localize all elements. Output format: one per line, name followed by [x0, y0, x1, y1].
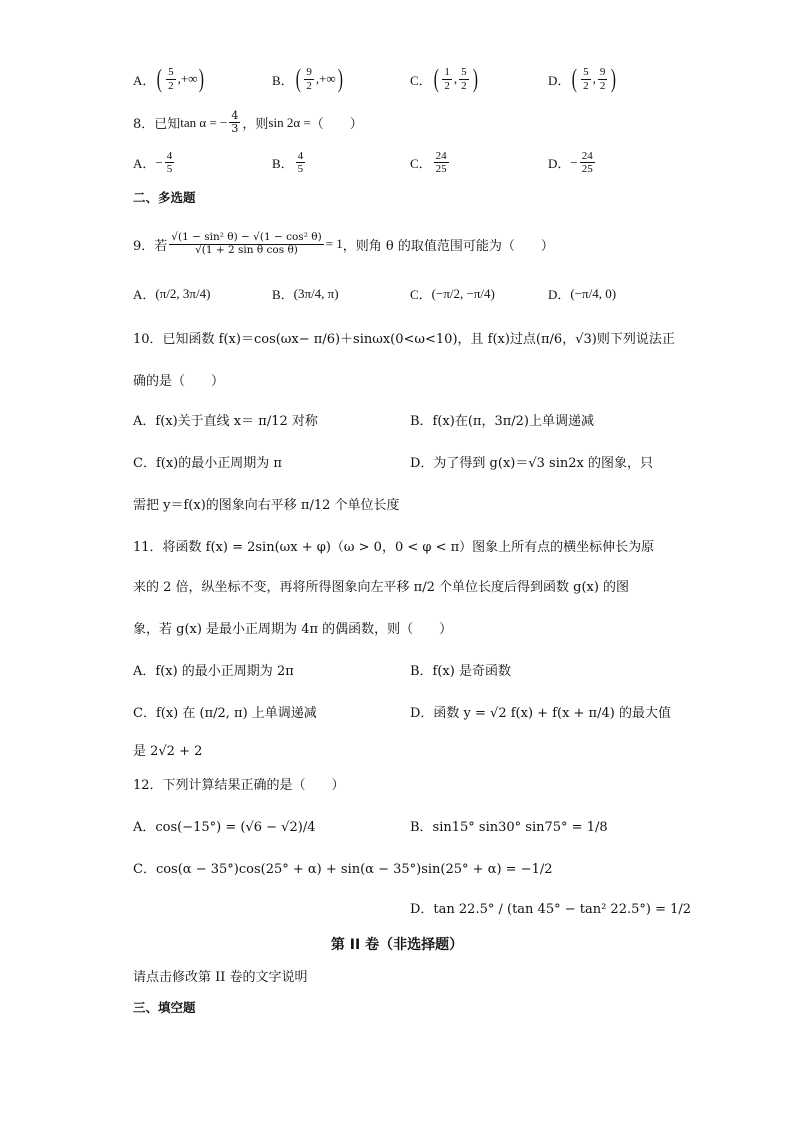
q9-options	[0, 284, 794, 314]
q10-option-a[interactable]: A．f(x)关于直线 x＝ π/12 对称	[133, 414, 318, 429]
q10-stem: 10．已知函数 f(x)＝cos(ωx− π/6)＋sinωx(0<ω<10)，且 f(x)过点(π/6，√3)则下列说法正	[133, 332, 675, 347]
q12-option-a[interactable]: A．cos(−15°) = (√6 − √2)/4	[133, 820, 316, 835]
q11-stem: 11．将函数 f(x) = 2sin(ωx + φ)（ω > 0，0 < φ < π）图象上所有点的横坐标伸长为原	[133, 540, 655, 555]
q12-option-d[interactable]: D．tan 22.5° / (tan 45° − tan² 22.5°) = 1/2	[410, 902, 692, 917]
q10-option-d-cont: 需把 y＝f(x)的图象向右平移 π/12 个单位长度	[133, 498, 400, 513]
q7-option-c[interactable]: C． ( $\frac{1}{2}$ , $\frac{5}{2}$ )	[410, 64, 478, 93]
section-fill-blank: 三、填空题	[133, 1000, 196, 1015]
q10-option-c[interactable]: C．f(x)的最小正周期为 π	[133, 456, 282, 471]
q11-option-d-cont: 是 2√2 + 2	[133, 744, 203, 759]
q11-stem-2: 来的 2 倍，纵坐标不变，再将所得图象向左平移 π/2 个单位长度后得到函数 g(x) 的图	[133, 580, 630, 595]
q9-option-b[interactable]: B． (3π/4, π)	[272, 285, 339, 302]
q7-option-d[interactable]: D． ( $\frac{5}{2}$ , $\frac{9}{2}$ )	[548, 64, 617, 93]
section-multiple-choice: 二、多选题	[133, 190, 196, 205]
q9-option-d[interactable]: D． (−π/4, 0)	[548, 285, 617, 302]
part2-note[interactable]: 请点击修改第 II 卷的文字说明	[133, 970, 308, 985]
q11-option-a[interactable]: A．f(x) 的最小正周期为 2π	[133, 664, 294, 679]
q12-option-d-row	[0, 898, 794, 928]
q12-options-ab	[0, 816, 794, 846]
q12-stem: 12．下列计算结果正确的是（ ）	[133, 778, 345, 793]
q11-options-ab	[0, 660, 794, 690]
q9-option-c[interactable]: C． (−π/2, −π/4)	[410, 285, 495, 302]
q8-options	[0, 150, 794, 180]
q10-options-ab	[0, 410, 794, 440]
part2-title: 第 II 卷（非选择题）	[330, 937, 464, 953]
q8-stem: 8．已知 tan α = − $\frac{4}{3}$ ，则 sin 2α = （ ）	[133, 109, 363, 136]
q9-stem: 9．若 $\frac{\text{√(1 − sin² θ) − √(1 − cos² θ)}}{\text{√(1 + 2 sin θ cos θ)}}$ = 1 ，则角 θ 的取值范围可能为（ ）	[133, 231, 554, 256]
q10-option-b[interactable]: B．f(x)在(π，3π/2)上单调递减	[410, 414, 594, 429]
q8-option-b[interactable]: B． $\frac{4}{5}$	[272, 150, 304, 176]
q11-stem-3: 象，若 g(x) 是最小正周期为 4π 的偶函数，则（ ）	[133, 622, 453, 637]
q7-option-a[interactable]: A． ( $\frac{5}{2}$ ,+∞ )	[133, 64, 205, 93]
q11-options-cd	[0, 702, 794, 732]
q8-option-c[interactable]: C． $\frac{24}{25}$	[410, 150, 447, 176]
q8-option-d[interactable]: D． − $\frac{24}{25}$	[548, 150, 593, 176]
q10-stem-2: 确的是（ ）	[133, 374, 225, 389]
q11-option-d[interactable]: D．函数 y = √2 f(x) + f(x + π/4) 的最大值	[410, 706, 671, 721]
part2-title-row	[0, 934, 794, 964]
q7-options	[0, 66, 794, 96]
q12-option-c-row	[0, 858, 794, 888]
part2-note-row	[0, 966, 794, 996]
q10-option-d[interactable]: D．为了得到 g(x)＝√3 sin2x 的图象，只	[410, 456, 653, 471]
q12-option-b[interactable]: B．sin15° sin30° sin75° = 1/8	[410, 820, 608, 835]
q12-option-c[interactable]: C．cos(α − 35°)cos(25° + α) + sin(α − 35°)sin(25° + α) = −1/2	[133, 862, 553, 877]
q11-option-c[interactable]: C．f(x) 在 (π/2, π) 上单调递减	[133, 706, 317, 721]
q8-option-a[interactable]: A． − $\frac{4}{5}$	[133, 150, 173, 176]
q7-option-b[interactable]: B． ( $\frac{9}{2}$ ,+∞ )	[272, 64, 343, 93]
q10-options-cd	[0, 452, 794, 482]
q11-option-b[interactable]: B．f(x) 是奇函数	[410, 664, 511, 679]
q9-option-a[interactable]: A． (π/2, 3π/4)	[133, 285, 211, 302]
